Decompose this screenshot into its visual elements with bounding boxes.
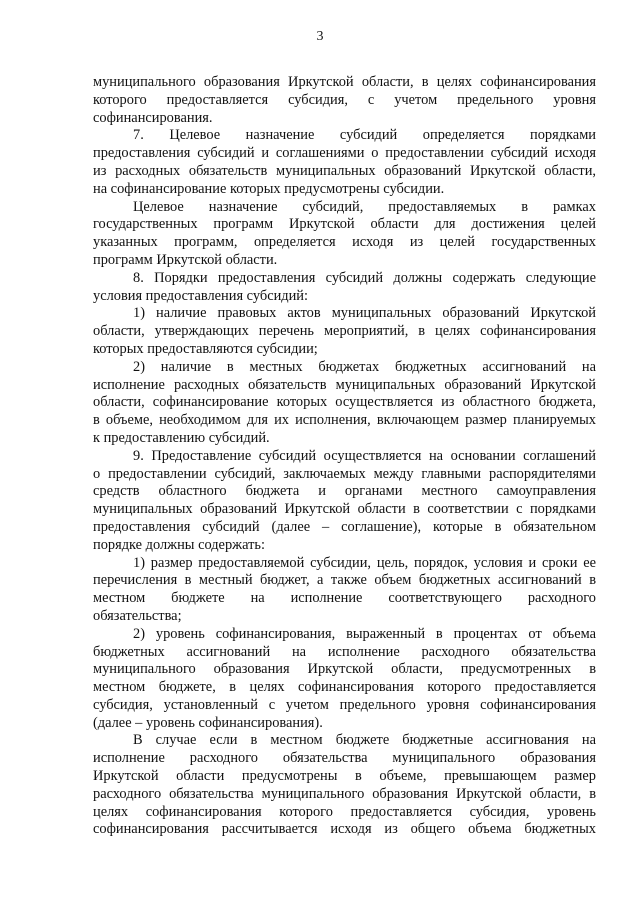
text-line: муниципального образования Иркутской области, предусмотренных в xyxy=(93,661,596,678)
text-line: о предоставлении субсидий, заключаемых между главными распорядителями xyxy=(93,465,596,482)
text-line: 7. Целевое назначение субсидий определяется порядками xyxy=(133,127,596,144)
text-line: которого предоставляется субсидия, с учетом предельного уровня xyxy=(93,91,596,108)
text-line: местном бюджете на исполнение соответствующего расходного xyxy=(93,590,596,607)
text-line: предоставления субсидий (далее – соглашение), которые в обязательном xyxy=(93,518,596,535)
text-line: 1) наличие правовых актов муниципальных образований Иркутской xyxy=(133,305,596,322)
text-line: условия предоставления субсидий: xyxy=(93,287,309,304)
text-line: софинансирования. xyxy=(93,109,213,126)
text-line: (далее – уровень софинансирования). xyxy=(93,714,323,731)
text-line: Целевое назначение субсидий, предоставляемых в рамках xyxy=(133,198,596,215)
text-line: обязательства; xyxy=(93,607,182,624)
text-line: муниципального образования Иркутской области, в целях софинансирования xyxy=(93,74,596,90)
text-line: перечисления в местный бюджет, а также объем бюджетных ассигнований в xyxy=(93,572,596,589)
text-line: средств областного бюджета и органами местного самоуправления xyxy=(93,483,596,500)
text-line: 2) наличие в местных бюджетах бюджетных ассигнований на xyxy=(133,358,596,375)
text-line: местном бюджете, в целях софинансирования которого предоставляется xyxy=(93,679,596,696)
text-line: программ Иркутской области. xyxy=(93,251,278,268)
text-line: субсидия, установленный с учетом предельного уровня софинансирования xyxy=(93,696,596,713)
text-line: 8. Порядки предоставления субсидий должны содержать следующие xyxy=(133,269,596,286)
text-line: целях софинансирования которого предоставляется субсидия, уровень xyxy=(93,803,596,820)
text-line: исполнение расходного обязательства муниципального образования xyxy=(93,750,596,767)
text-line: порядке должны содержать: xyxy=(93,536,265,553)
text-line: к предоставлению субсидий. xyxy=(93,429,270,446)
text-line: государственных программ Иркутской области для достижения целей xyxy=(93,216,596,233)
text-line: Иркутской области предусмотрены в объеме, превышающем размер xyxy=(93,768,596,785)
text-line: предоставления субсидий и соглашениями о предоставлении субсидий исходя xyxy=(93,145,596,162)
text-line: В случае если в местном бюджете бюджетные ассигнования на xyxy=(133,732,596,749)
document-body xyxy=(93,74,596,839)
text-line: 9. Предоставление субсидий осуществляется на основании соглашений xyxy=(133,447,596,464)
text-line: исполнение расходных обязательств муниципальных образований Иркутской xyxy=(93,376,596,393)
text-line: указанных программ, определяется исходя из целей государственных xyxy=(93,234,596,251)
text-line: области, софинансирование которых осуществляется из областного бюджета, xyxy=(93,394,596,411)
text-line: в объеме, необходимом для их исполнения, включающем размер планируемых xyxy=(93,412,596,429)
text-line: из расходных обязательств муниципальных образований Иркутской области, xyxy=(93,162,596,179)
text-line: 1) размер предоставляемой субсидии, цель, порядок, условия и сроки ее xyxy=(133,554,596,571)
text-line: области, утверждающих перечень мероприятий, в целях софинансирования xyxy=(93,323,596,340)
text-line: которых предоставляются субсидии; xyxy=(93,340,318,357)
page-number: 3 xyxy=(316,29,324,44)
text-line: расходного обязательства муниципального образования Иркутской области, в xyxy=(93,785,596,802)
text-line: на софинансирование которых предусмотрены субсидии. xyxy=(93,180,445,197)
text-line: бюджетных ассигнований на исполнение расходного обязательства xyxy=(93,643,596,660)
text-line: муниципальных образований Иркутской области в соответствии с порядками xyxy=(93,501,596,518)
text-line: 2) уровень софинансирования, выраженный в процентах от объема xyxy=(133,625,596,642)
text-line: софинансирования рассчитывается исходя из общего объема бюджетных xyxy=(93,821,596,838)
